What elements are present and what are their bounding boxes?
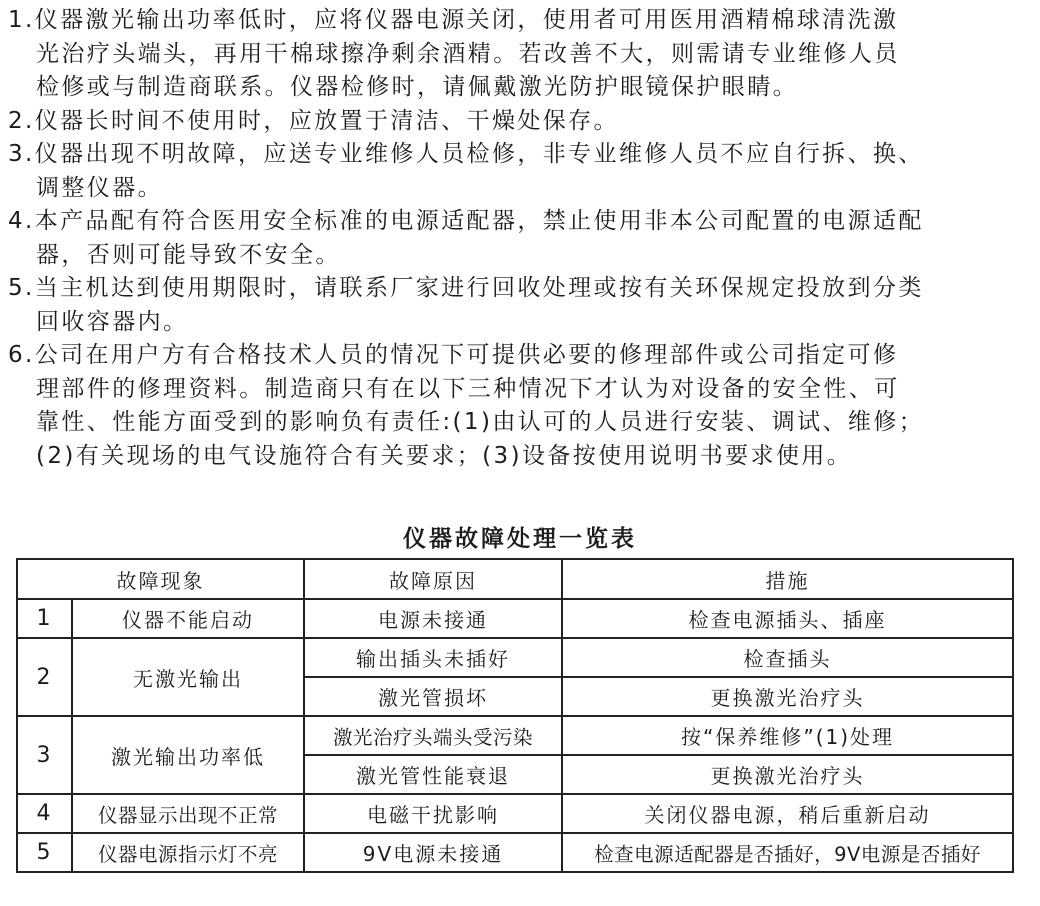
note-3 (8, 138, 1038, 205)
note-number: 3. (8, 141, 35, 167)
cause-cell: 输出插头未插好 (304, 638, 562, 677)
header-symptom: 故障现象 (17, 559, 304, 599)
action-cell: 检查插头 (562, 638, 1013, 677)
cause-cell: 电源未接通 (304, 599, 562, 638)
header-cause: 故障原因 (304, 559, 562, 599)
note-text: 当主机达到使用期限时，请联系厂家进行回收处理或按有关环保规定投放到分类 (34, 275, 924, 301)
cause-cell: 电磁干扰影响 (304, 794, 562, 833)
note-6 (8, 339, 1038, 473)
note-text: 调整仪器。 (36, 174, 163, 201)
row-number: 5 (17, 833, 72, 872)
note-number: 6. (8, 342, 35, 368)
note-number: 1. (8, 7, 35, 33)
note-1 (8, 4, 1038, 105)
table-row (17, 599, 1013, 638)
action-cell: 按“保养维修”(1)处理 (562, 716, 1013, 755)
note-5 (8, 272, 1038, 339)
header-action: 措施 (562, 559, 1013, 599)
action-cell: 检查电源适配器是否插好，9V电源是否插好 (562, 833, 1013, 872)
action-cell: 更换激光治疗头 (562, 755, 1013, 794)
note-2 (8, 105, 1038, 139)
symptom-cell: 仪器不能启动 (72, 599, 304, 638)
symptom-cell: 仪器电源指示灯不亮 (72, 833, 304, 872)
note-text: 仪器激光输出功率低时，应将仪器电源关闭，使用者可用医用酒精棉球清洗激 (34, 7, 899, 33)
note-text: 检修或与制造商联系。仪器检修时，请佩戴激光防护眼镜保护眼睛。 (36, 74, 798, 100)
note-number: 2. (8, 107, 35, 134)
note-text: 公司在用户方有合格技术人员的情况下可提供必要的修理部件或公司指定可修 (34, 342, 899, 368)
note-text: 理部件的修理资料。制造商只有在以下三种情况下才认为对设备的安全性、可 (36, 375, 900, 402)
note-text: 仪器出现不明故障，应送专业维修人员检修，非专业维修人员不应自行拆、换、 (34, 141, 924, 167)
symptom-cell: 无激光输出 (72, 638, 304, 716)
fault-table (16, 558, 1014, 873)
note-text: 回收容器内。 (36, 308, 189, 335)
table-header-row (17, 559, 1013, 599)
table-row (17, 638, 1013, 677)
table-row (17, 833, 1013, 872)
row-number: 4 (17, 794, 72, 833)
cause-cell: 激光治疗头端头受污染 (304, 716, 562, 755)
row-number: 2 (17, 638, 72, 716)
table-row (17, 794, 1013, 833)
symptom-cell: 仪器显示出现不正常 (72, 794, 304, 833)
action-cell: 检查电源插头、插座 (562, 599, 1013, 638)
note-text: 仪器长时间不使用时，应放置于清洁、干燥处保存。 (34, 107, 619, 134)
cause-cell: 9V电源未接通 (304, 833, 562, 872)
table-title: 仪器故障处理一览表 (403, 526, 637, 552)
note-text: 光治疗头端头，再用干棉球擦净剩余酒精。若改善不大，则需请专业维修人员 (36, 40, 900, 67)
table-row (17, 716, 1013, 755)
note-text: (2)有关现场的电气设施符合有关要求；(3)设备按使用说明书要求使用。 (36, 442, 853, 469)
note-text: 靠性、性能方面受到的影响负有责任:(1)由认可的人员进行安装、调试、维修； (36, 409, 925, 435)
symptom-cell: 激光输出功率低 (72, 716, 304, 794)
note-4 (8, 205, 1038, 272)
note-number: 5. (8, 275, 35, 301)
note-text: 本产品配有符合医用安全标准的电源适配器，禁止使用非本公司配置的电源适配 (34, 208, 924, 234)
row-number: 1 (17, 599, 72, 638)
action-cell: 关闭仪器电源，稍后重新启动 (562, 794, 1013, 833)
maintenance-notes (8, 4, 1038, 473)
action-cell: 更换激光治疗头 (562, 677, 1013, 716)
cause-cell: 激光管损坏 (304, 677, 562, 716)
row-number: 3 (17, 716, 72, 794)
cause-cell: 激光管性能衰退 (304, 755, 562, 794)
note-text: 器，否则可能导致不安全。 (36, 241, 341, 268)
note-number: 4. (8, 208, 35, 234)
